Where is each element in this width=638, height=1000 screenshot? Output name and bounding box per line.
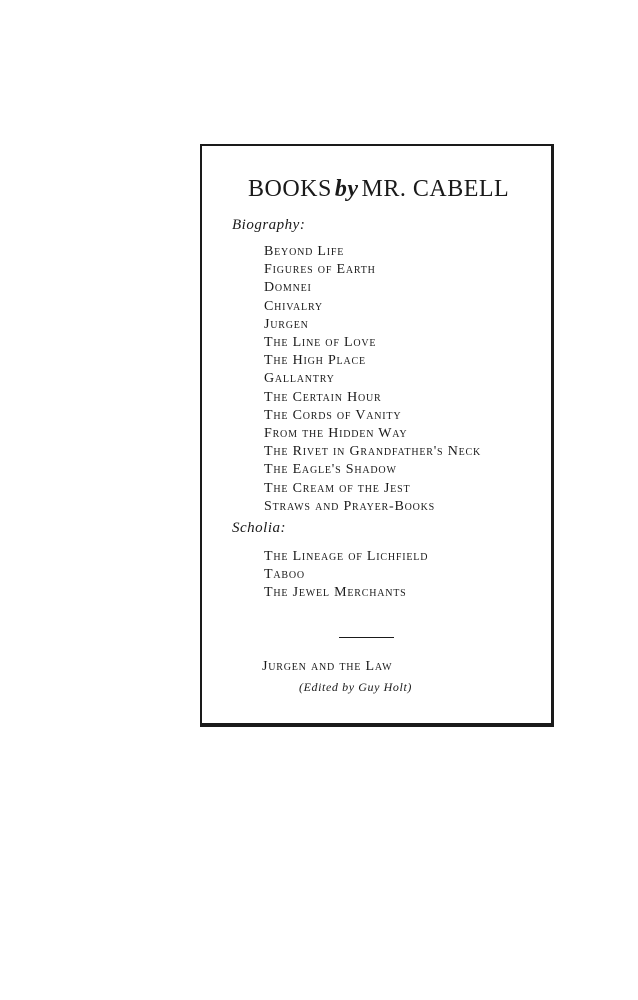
list-item: The Eagle's Shadow [264, 462, 397, 478]
list-item: Straws and Prayer-Books [264, 498, 436, 514]
list-item: From the Hidden Way [264, 426, 408, 442]
section-heading-scholia: Scholia: [232, 520, 286, 536]
list-item: The Lineage of Lichfield [264, 549, 429, 564]
additional-book-title: Jurgen and the Law [262, 659, 393, 674]
book-list-biography [264, 243, 481, 516]
title-author: MR. CABELL [361, 176, 510, 202]
list-item: Chivalry [264, 298, 323, 314]
list-item: Gallantry [264, 371, 335, 387]
list-item: The High Place [264, 353, 366, 369]
title-by: by [334, 176, 359, 202]
list-item: Jurgen [264, 316, 309, 332]
editor-note: (Edited by Guy Holt) [299, 680, 412, 694]
title-books: BOOKS [248, 176, 332, 202]
section-heading-biography: Biography: [232, 217, 306, 233]
list-item: The Cream of the Jest [264, 480, 411, 496]
book-list-scholia [264, 548, 428, 603]
section-divider [339, 637, 394, 638]
list-item: Domnei [264, 280, 312, 296]
list-item: The Cords of Vanity [264, 407, 402, 423]
list-item: The Jewel Merchants [264, 585, 407, 601]
list-item: The Rivet in Grandfather's Neck [264, 444, 482, 460]
list-item: The Certain Hour [264, 389, 382, 405]
list-item: Taboo [264, 567, 305, 583]
list-item: The Line of Love [264, 335, 377, 351]
list-item: Figures of Earth [264, 262, 376, 278]
page-title [248, 176, 509, 203]
list-item: Beyond Life [264, 244, 345, 259]
